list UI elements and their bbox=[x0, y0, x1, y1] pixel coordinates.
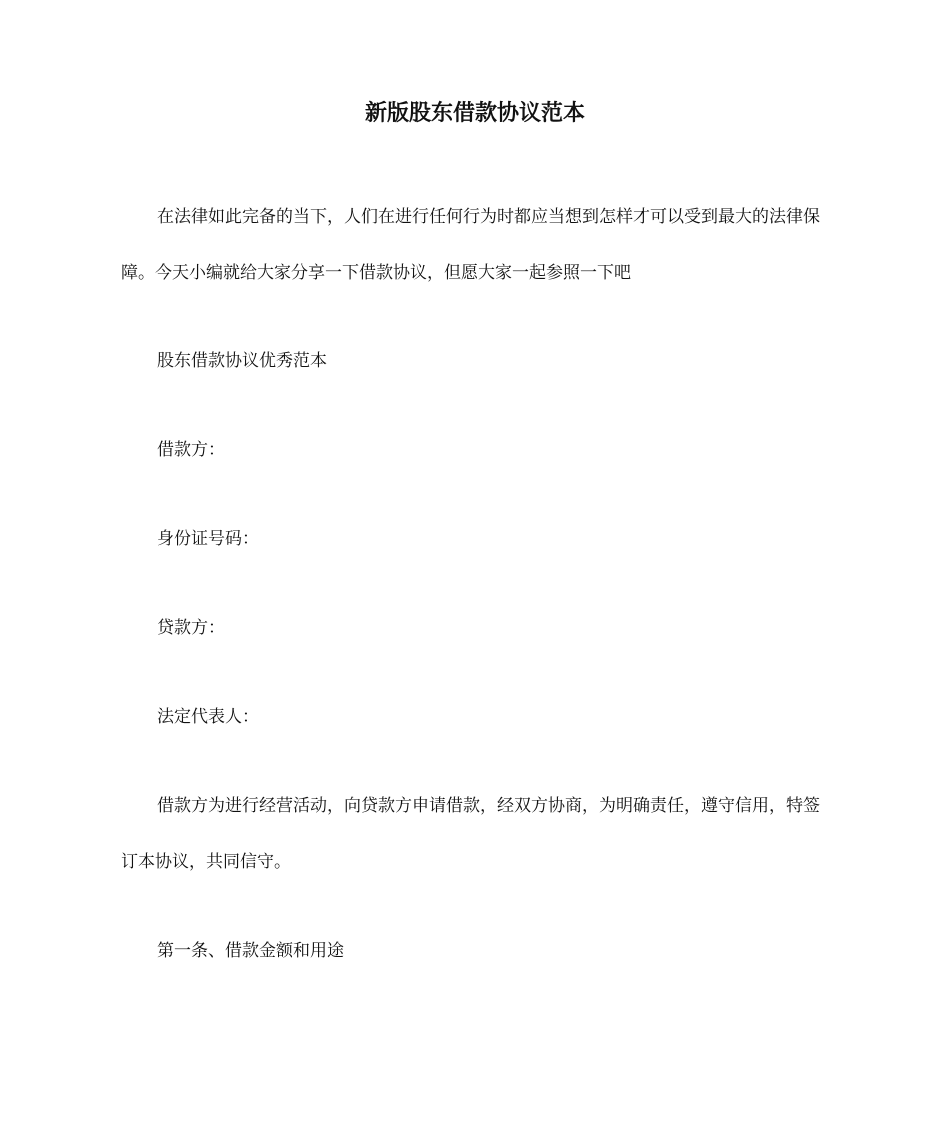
id-number-field-label: 身份证号码： bbox=[157, 529, 259, 549]
article-one-heading: 第一条、借款金额和用途 bbox=[157, 941, 344, 961]
agreement-preamble-paragraph: 借款方为进行经营活动，向贷款方申请借款，经双方协商，为明确责任，遵守信用，特签订本协议，共同信守。 bbox=[121, 796, 820, 872]
borrower-field-label: 借款方： bbox=[157, 440, 225, 460]
document-title: 新版股东借款协议范本 bbox=[364, 101, 585, 126]
intro-paragraph: 在法律如此完备的当下，人们在进行任何行为时都应当想到怎样才可以受到最大的法律保障。今天小编就给大家分享一下借款协议，但愿大家一起参照一下吧 bbox=[121, 207, 820, 283]
section-heading: 股东借款协议优秀范本 bbox=[157, 351, 327, 371]
legal-representative-field-label: 法定代表人： bbox=[157, 707, 259, 727]
lender-field-label: 贷款方： bbox=[157, 618, 225, 638]
